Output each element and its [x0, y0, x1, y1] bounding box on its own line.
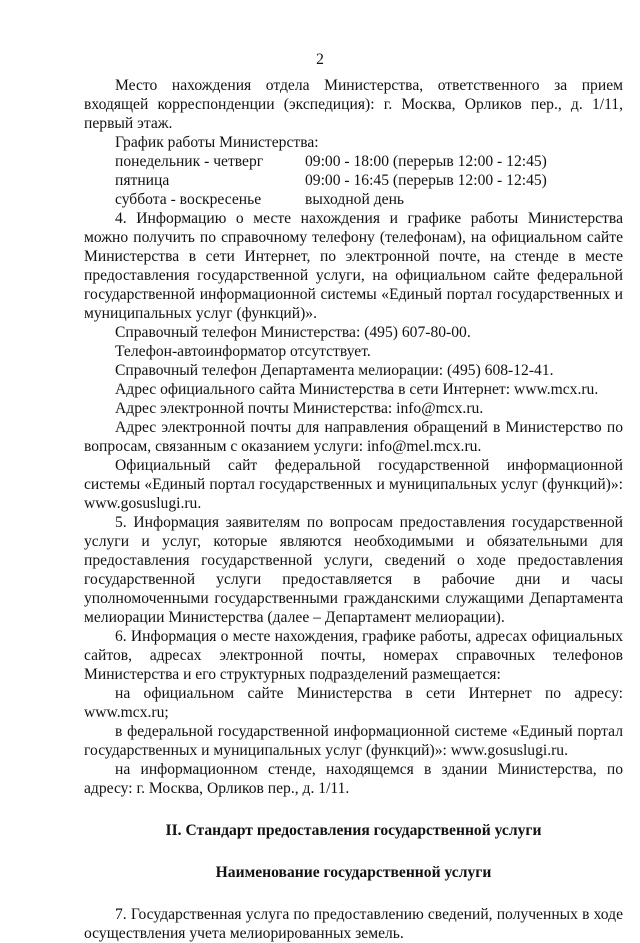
paragraph-7: 7. Государственная услуга по предоставлению сведений, полученных в ходе осуществления учета мелиорированных земель.	[84, 906, 623, 942]
schedule-row	[84, 152, 623, 171]
schedule-row	[84, 171, 623, 190]
paragraph-4: 4. Информацию о месте нахождения и графике работы Министерства можно получить по справочному телефону (телефонам), на официальном сайте Министерства в сети Интернет, по электронной почте, на стенде в месте предоставления государственной услуги, на официальном сайте федеральной государственной информационной системы «Единый портал государственных и муниципальных услуг (функций)».	[84, 210, 623, 322]
paragraph-6c: на информационном стенде, находящемся в здании Министерства, по адресу: г. Москва, Орликов пер., д. 1/11.	[84, 761, 623, 797]
page-number: 2	[316, 51, 324, 68]
paragraph-6: 6. Информация о месте нахождения, графике работы, адресах официальных сайтов, адресах электронной почты, номерах справочных телефонов Министерства и его структурных подразделений размещается:	[84, 628, 623, 683]
schedule-row	[84, 190, 623, 209]
phone-ministry: Справочный телефон Министерства: (495) 607-80-00.	[115, 324, 471, 341]
schedule-days: пятница	[115, 172, 170, 189]
portal-address: Официальный сайт федеральной государственной информационной системы «Единый портал государственных и муниципальных услуг (функций)»: www.gosuslugi.ru.	[84, 457, 623, 512]
subsection-title: Наименование государственной услуги	[215, 864, 492, 881]
paragraph-5: 5. Информация заявителям по вопросам предоставления государственной услуги и услуг, которые являются необходимыми и обязательными для предоставления государственной услуги, сведений о ходе предоставления государственной услуги предоставляется в рабочие дни и часы уполномоченными государственными гражданскими служащими Департамента мелиорации Министерства (далее – Департамент мелиорации).	[84, 514, 623, 626]
email-address: Адрес электронной почты Министерства: info@mcx.ru.	[115, 400, 484, 417]
autoinformer-note: Телефон-автоинформатор отсутствует.	[115, 343, 371, 360]
phone-department: Справочный телефон Департамента мелиорации: (495) 608-12-41.	[115, 362, 554, 379]
paragraph-location: Место нахождения отдела Министерства, ответственного за прием входящей корреспонденции (экспедиция): г. Москва, Орликов пер., д. 1/11, первый этаж.	[84, 77, 623, 132]
document-body	[84, 76, 623, 943]
paragraph-6b: в федеральной государственной информационной системе «Единый портал государственных и муниципальных услуг (функций)»: www.gosuslugi.ru.	[84, 723, 623, 759]
section-title: II. Стандарт предоставления государственной услуги	[165, 822, 542, 839]
paragraph-6a: на официальном сайте Министерства в сети Интернет по адресу: www.mcx.ru;	[84, 685, 623, 721]
schedule-days: суббота - воскресенье	[115, 191, 262, 208]
schedule-days: понедельник - четверг	[115, 153, 264, 170]
schedule-hours: выходной день	[305, 191, 405, 208]
site-address: Адрес официального сайта Министерства в сети Интернет: www.mcx.ru.	[115, 381, 599, 398]
schedule-hours: 09:00 - 16:45 (перерыв 12:00 - 12:45)	[305, 172, 547, 189]
schedule-hours: 09:00 - 18:00 (перерыв 12:00 - 12:45)	[305, 153, 547, 170]
schedule-title: График работы Министерства:	[115, 134, 319, 151]
email-appeals: Адрес электронной почты для направления обращений в Министерство по вопросам, связанным с оказанием услуги: info@mel.mcx.ru.	[84, 419, 623, 455]
